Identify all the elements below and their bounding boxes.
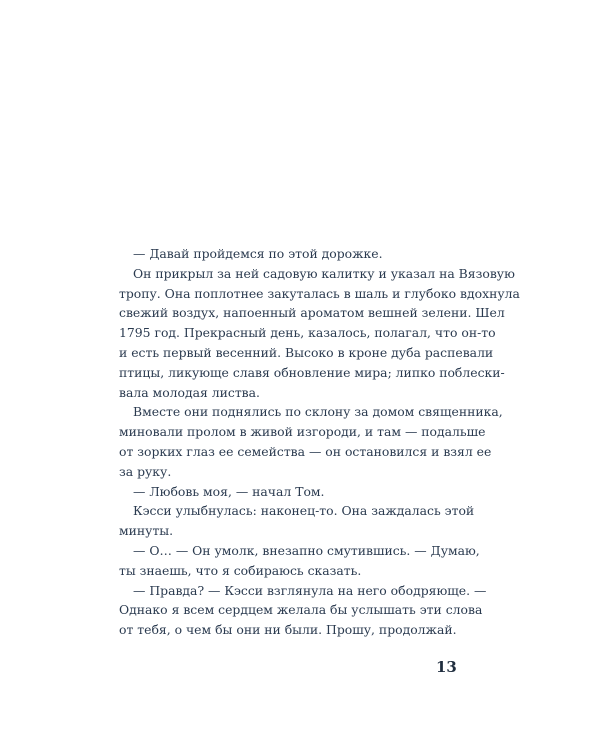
text-line: Вместе они поднялись по склону за домом священника, bbox=[133, 404, 503, 420]
text-line: от тебя, о чем бы они ни были. Прошу, продолжай. bbox=[119, 622, 457, 638]
text-line: миновали пролом в живой изгороди, и там — подальше bbox=[119, 424, 486, 440]
body-text bbox=[119, 244, 520, 640]
text-line: и есть первый весенний. Высоко в кроне дуба распевали bbox=[119, 344, 494, 360]
text-line: свежий воздух, напоенный ароматом вешней зелени. Шел bbox=[119, 305, 505, 321]
page-number: 13 bbox=[436, 658, 457, 676]
text-line: от зорких глаз ее семейства — он остановился и взял ее bbox=[119, 443, 492, 459]
text-line: — Давай пройдемся по этой дорожке. bbox=[133, 246, 383, 261]
text-line: за руку. bbox=[119, 463, 172, 479]
text-line: Он прикрыл за ней садовую калитку и указал на Вязовую bbox=[133, 265, 515, 281]
text-line: тропу. Она поплотнее закуталась в шаль и глубоко вдохнула bbox=[119, 285, 520, 301]
text-line: — Правда? — Кэсси взглянула на него ободряюще. — bbox=[133, 582, 487, 598]
text-line: минуты. bbox=[119, 523, 174, 539]
text-line: — Любовь моя, — начал Том. bbox=[133, 483, 325, 499]
text-line: вала молодая листва. bbox=[119, 384, 260, 400]
text-line: — О… — Он умолк, внезапно смутившись. — Думаю, bbox=[133, 542, 480, 558]
text-line: Кэсси улыбнулась: наконец-то. Она заждалась этой bbox=[133, 503, 475, 519]
text-line: птицы, ликующе славя обновление мира; липко поблески- bbox=[119, 364, 505, 380]
text-line: 1795 год. Прекрасный день, казалось, полагал, что он-то bbox=[119, 325, 496, 341]
text-line: Однако я всем сердцем желала бы услышать эти слова bbox=[119, 602, 483, 618]
text-line: ты знаешь, что я собираюсь сказать. bbox=[119, 562, 362, 578]
